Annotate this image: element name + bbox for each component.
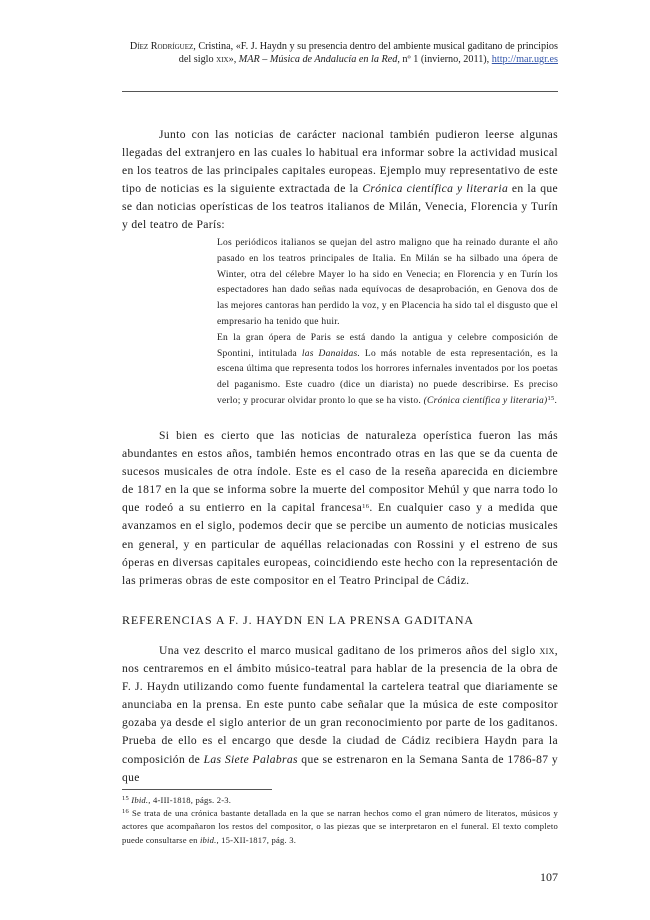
paragraph-3 <box>122 642 558 787</box>
footnote-16-ibid: ibid. <box>199 834 217 845</box>
page-number: 107 <box>540 870 558 884</box>
quote-end: . <box>554 395 558 406</box>
header-author: Díez Rodríguez <box>129 41 194 52</box>
footnote-ref-15[interactable]: 15 <box>547 394 555 402</box>
paragraph-2 <box>122 427 558 590</box>
footnote-15-number: 15 <box>122 795 129 802</box>
para3-text-b: , nos centraremos en el ámbito músico-teatral para hablar de la presencia de la obra de F. J. Haydn utilizando como fuente fundamental la cartelera teatral que diariamente se anunciaba en la prensa. En este punto cabe señalar que la música de este compositor gozaba ya desde el siglo anterior de un gran reconocimiento por parte de los gaditanos. Prueba de ello es el encargo que desde la ciudad de Cádiz recibiera Haydn para la composición de <box>122 644 558 766</box>
footnote-16-text-b: , 15-XII-1817, pág. 3. <box>216 834 297 845</box>
footnote-15-text: , 4-III-1818, págs. 2-3. <box>148 795 232 805</box>
footnote-15-ibid: Ibid. <box>131 795 149 805</box>
quote-p2-text-b: Lo más notable de esta representación, es la escena última que representa todos los horrores infernales inventados por los poetas del paganismo. Este cuadro (dice un diarista) no puede describirse. Es preciso verlo; y procurar olvidar pronto lo que se ha visto. <box>217 348 558 406</box>
footnote-15 <box>122 794 558 807</box>
para3-text-a: Una vez descrito el marco musical gaditano de los primeros años del siglo <box>159 644 540 657</box>
footnote-rule <box>122 789 272 790</box>
para2-text-a: Si bien es cierto que las noticias de naturaleza operística fueron las más abundantes en estos años, también hemos encontrado otras en las que se da cuenta de sucesos musicales de otra índole. Este es el caso de la reseña aparecida en diciembre de 1817 en la que se informa sobre la muerte del compositor Mehúl y que narra todo lo que rodeó a su entierro en la capital francesa <box>122 429 558 515</box>
header-rule <box>122 91 558 92</box>
header-url-link[interactable]: http://mar.ugr.es <box>491 54 558 65</box>
header-century: xix <box>216 54 229 65</box>
header-citation-part3: , nº 1 (invierno, 2011), <box>397 54 492 65</box>
para3-century: xix <box>539 644 555 657</box>
header-citation-part1: , Cristina, «F. J. Haydn y su presencia dentro del ambiente musical gaditano de principios del siglo <box>178 41 558 65</box>
quote-p2-work: las Danaidas. <box>301 348 361 359</box>
para1-text-a: Junto con las noticias de carácter nacional también pudieron leerse algunas llegadas del extranjero en las cuales lo habitual era informar sobre la actividad musical en los teatros de las principales capitales europeas. Ejemplo muy representativo de este tipo de noticias es la siguiente extractada de la <box>122 128 558 196</box>
para3-work: Las Siete Palabras <box>203 752 298 766</box>
para1-source: Crónica científica y literaria <box>362 182 509 196</box>
header-journal: MAR – Música de Andalucía en la Red <box>238 54 398 65</box>
quote-paragraph-1: Los periódicos italianos se quejan del astro maligno que ha reinado durante el año pasado en los teatros principales de Italia. En Milán se ha silbado una ópera de Winter, otra del célebre Mayer lo ha sido en Venecia; en Florencia y en Turín los espectadores han dado señas nada equívocas de desaprobación, en Genova dos de las mejores cantoras han perdido la voz, y en Placencia ha sido tal el disgusto que el empresario ha tenido que huir. <box>217 238 558 327</box>
para3-text-c: que se estrenaron en la Semana Santa de 1786-87 y que <box>122 752 558 784</box>
paragraph-1 <box>122 126 558 235</box>
footnote-16-number: 16 <box>122 808 129 816</box>
footnote-ref-16[interactable]: 16 <box>362 503 370 511</box>
block-quote <box>217 236 558 410</box>
quote-citation: (Crónica científica y literaria) <box>423 395 548 406</box>
footnote-16 <box>122 807 558 847</box>
running-header <box>120 40 558 66</box>
footnote-16-text-a: Se trata de una crónica bastante detallada en la que se narran hechos como el gran número de literatos, músicos y actores que acompañaron los restos del compositor, o las piezas que se interpretaron en el funeral. El texto completo puede consultarse en <box>122 808 558 845</box>
header-citation-part2: », <box>228 54 239 65</box>
para1-text-b: en la que se dan noticias operísticas de los teatros italianos de Milán, Venecia, Florencia y Turín y del teatro de París: <box>122 182 558 232</box>
quote-paragraph-2 <box>217 331 558 410</box>
footnotes <box>122 794 558 847</box>
section-heading: REFERENCIAS A F. J. HAYDN EN LA PRENSA GADITANA <box>122 613 474 627</box>
para2-text-b: . En cualquier caso y a medida que avanzamos en el siglo, podemos decir que se percibe un aumento de noticias musicales en general, y en particular de aquéllas relacionadas con Rossini y el estreno de sus óperas en diversas capitales europeas, coincidiendo este hecho con la representación de las primeras obras de este compositor en el Teatro Principal de Cádiz. <box>122 501 558 587</box>
quote-p2-text-a: En la gran ópera de Paris se está dando la antigua y celebre composición de Spontini, intitulada <box>217 332 558 359</box>
